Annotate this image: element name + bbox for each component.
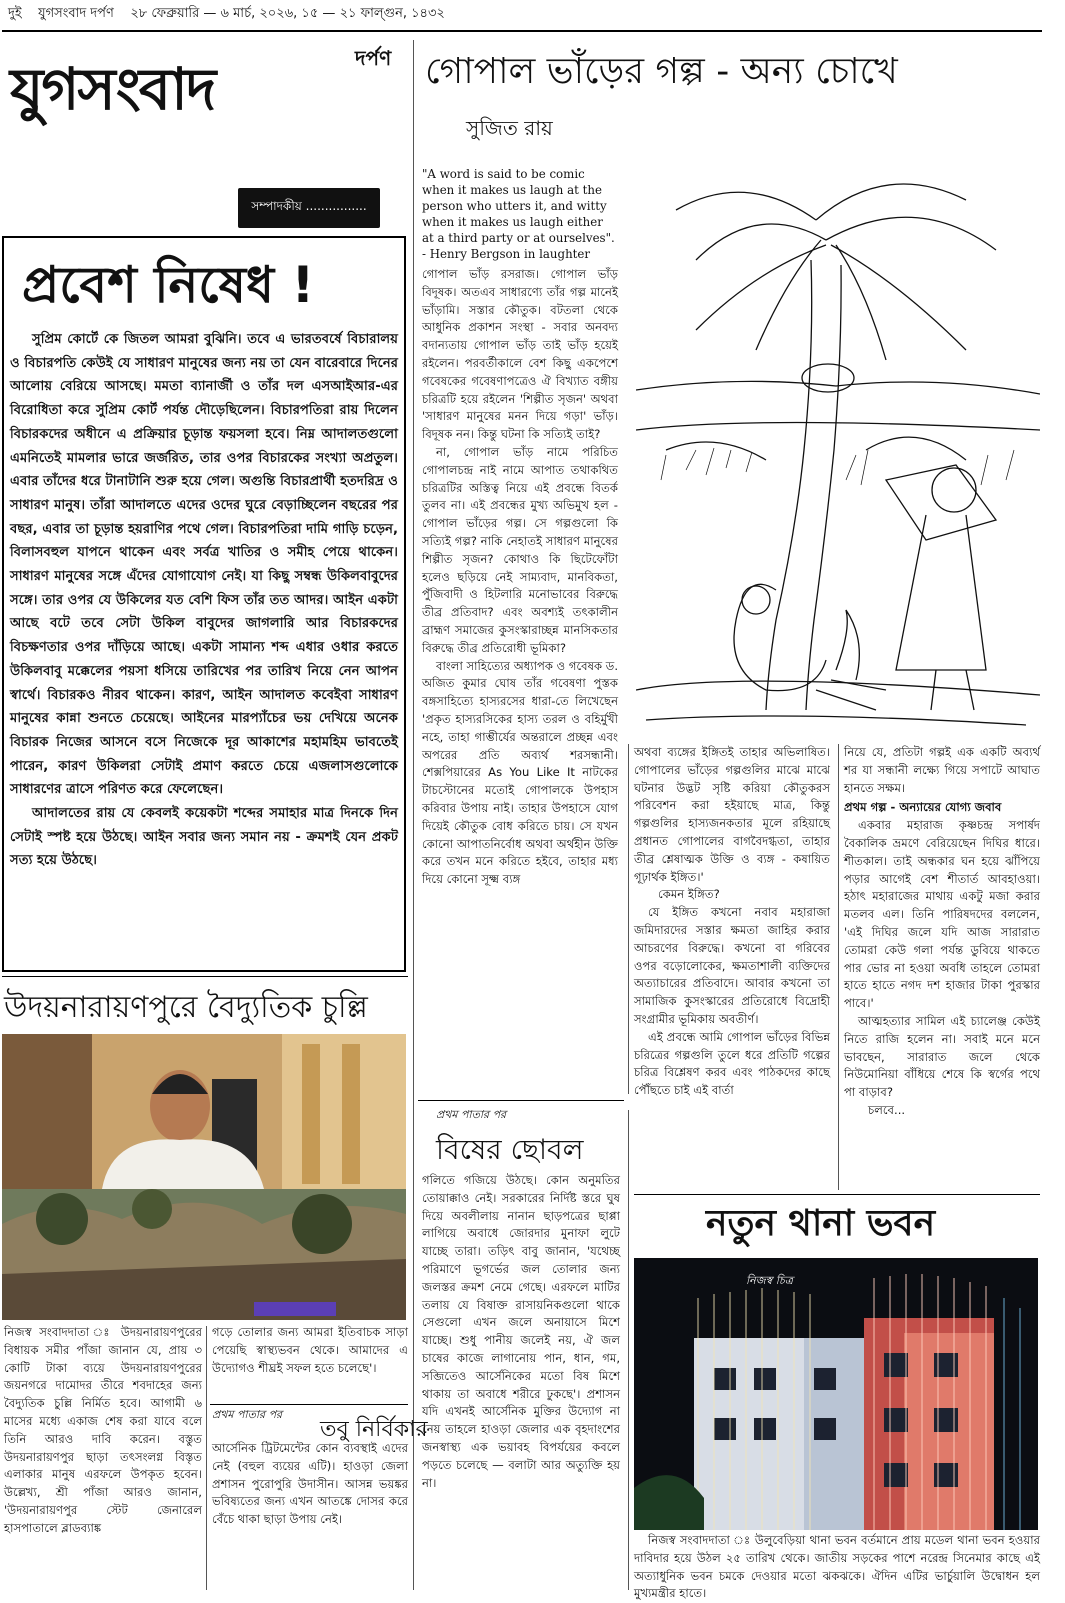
editorial-tag: সম্পাদকীয় ................: [238, 188, 380, 228]
thana-photo-label: নিজস্ব চিত্র: [746, 1274, 793, 1287]
masthead-logo: [10, 46, 392, 123]
header-paper-name: যুগসংবাদ দর্পণ: [38, 6, 114, 21]
section-rule: [418, 1100, 624, 1101]
column-divider: [628, 744, 629, 1094]
gopal-text-col3: [844, 744, 1040, 1120]
continued-marker: চলবে...: [868, 1102, 906, 1117]
gopal-paragraph: অথবা ব্যঙ্গের ইঙ্গিতই তাহার অভিলাষিত। গোপালের ভাঁড়ের গল্পগুলির মাঝে মাঝে ঘটনার উদ্ভট সৃষ্টি করিয়া কৌতুকরস পরিবেশন করা হইয়াছে মাত্র, কিন্তু গল্পগুলির হাস্যজনকতার মূলে রহিয়াছে প্রধানত গোপালের বাগবৈদগ্ধতা, তাহার তীব্র শ্লেষাত্মক উক্তি ও ব্যঙ্গ - কষায়িত গূঢ়ার্থক ইঙ্গিত।': [634, 745, 830, 884]
column-divider: [206, 1326, 207, 1590]
masthead-title: যুগসংবাদ: [10, 55, 215, 123]
udoy-headline: উদয়নারায়ণপুরে বৈদ্যুতিক চুল্লি: [4, 990, 368, 1025]
gopal-paragraph: নিয়ে যে, প্রতিটা গল্পই এক একটি অব্যর্থ শর যা সন্ধানী লক্ষ্যে গিয়ে সপাটে আঘাত হানতে সক্ষম।: [844, 745, 1040, 795]
tobu-headline: তবু নির্বিকার: [320, 1417, 428, 1442]
thana-paragraph: নিজস্ব সংবাদদাতা ঃ উলুবেড়িয়া থানা ভবন বর্তমানে প্রায় মডেল থানা ভবন হওয়ার দাবিদার হয়ে উঠল ২৫ তারিখ থেকে। জাতীয় সড়কের পাশে নরেন্দ্র সিনেমার কাছে এই অত্যাধুনিক ভবন চমকে দেওয়ার মতো ঝকঝকে। ঐদিন এটির ভার্চুয়ালি উদ্বোধন হল মুখ্যমন্ত্রীর হাতে।: [634, 1533, 1040, 1601]
thana-photo-image: [634, 1258, 1038, 1530]
tobu-text: [212, 1440, 408, 1529]
editorial-paragraph: আদালতের রায় যে কেবলই কয়েকটা শব্দের সমাহার মাত্র দিনকে দিন সেটাই স্পষ্ট হয়ে উঠছে। আইন সবার জন্য সমান নয় - ক্রমশই যেন প্রকট সত্য হয়ে উঠছে।: [10, 806, 398, 869]
gopal-headline: গোপাল ভাঁড়ের গল্প - অন্য চোখে: [425, 51, 898, 92]
udoy-text-col1: [4, 1324, 202, 1538]
gopal-paragraph: বাংলা সাহিত্যের অধ্যাপক ও গবেষক ড. অজিত কুমার ঘোষ তাঁর গবেষণা পুস্তক বঙ্গসাহিত্যে হাস্যরসের ধারা-তে লিখেছেন 'প্রকৃত হাস্যরসিকের হাস্য তরল ও বহির্মুখী নহে, তাহা গাম্ভীর্যের অন্তরালে প্রচ্ছন্ন এবং অপরের প্রতি অব্যর্থ শরসন্ধানী। শেক্সপিয়ারের As You Like It নাটকের টাচস্টোনের মতোই গোপালকে উপহাস করিবার উপায় নাই। তাহার উপহাসে যোগ দিয়েই কৌতুক বোধ করিতে চায়। সে যখন কোনো আপাতনির্বোধ অথবা অর্থহীন উক্তি করে তখন মনে করিতে হইবে, তাহার মধ্য দিয়ে কোনো সূক্ষ্ম ব্যঙ্গ: [422, 658, 618, 887]
gopal-text-col1: [422, 266, 618, 889]
section-rule: [2, 976, 408, 977]
column-divider: [628, 1110, 629, 1590]
editorial-body: [10, 328, 398, 873]
gopal-paragraph: একবার মহারাজ কৃষ্ণচন্দ্র সপার্ষদ বৈকালিক ভ্রমণে বেরিয়েছেন দিঘির ধারে। শীতকাল। তাই অন্ধকার ঘন হয়ে ঝাঁপিয়ে পড়ার আগেই বেশ শীতার্ত আবহাওয়া। হঠাৎ মহারাজের মাথায় একটু মজা করার মতলব এল। তিনি পারিষদদের বললেন, 'এই দিঘির জলে যদি আজ সারারাত তোমরা কেউ গলা পর্যন্ত ডুবিয়ে থাকতে পার ভোর না হওয়া অবধি তাহলে তোমরা হাতে হাতে নগদ দশ হাজার টাকা পুরস্কার পাবে।': [844, 818, 1040, 1011]
page-header: [8, 4, 445, 25]
masthead-sub: দর্পণ: [355, 46, 392, 70]
gopal-paragraph: না, গোপাল ভাঁড় নামে পরিচিত গোপালচন্দ্র নাই নামে আপাত তথাকথিত চরিত্রটির অস্তিত্ব নিয়ে এই প্রবন্ধে বিতর্ক তুলব না। এই প্রবন্ধের মুখ্য অভিমুখ হল - গোপাল ভাঁড়ের গল্প। সে গল্পগুলো কি সত্যিই গল্প? নাকি নেহাতই সাধারণ মানুষের শিল্পীত সৃজন? কোথাও কি ছিটেফোঁটা হলেও ছড়িয়ে নেই সাম্যবাদ, মানবিকতা, পুঁজিবাদী ও হিটলারি মনোভাবের বিরুদ্ধে তীব্র প্রতিবাদ? এবং অবশ্যই তৎকালীন ব্রাহ্মণ সমাজের কুসংস্কারাচ্ছন্ন মানসিকতার বিরুদ্ধে তীব্র প্রতিরোধী ভূমিকা?: [422, 444, 618, 655]
gopal-paragraph: কেমন ইঙ্গিত?: [658, 887, 720, 902]
section-rule: [210, 1404, 408, 1405]
gopal-paragraph: যে ইঙ্গিত কখনো নবাব মহারাজা জমিদারদের সস্তার ক্ষমতা জাহির করার আচরণের বিরুদ্ধে। কখনো বা গরিবের ওপর বড়োলোকের, ক্ষমতাশালী ব্যক্তিদের অত্যাচারের প্রতিবাদে। আবার কখনো তা সামাজিক কুসংস্কারের প্রতিরোধে বিদ্রোহী সংগ্রামীর ভূমিকায় অবতীর্ণ।: [634, 905, 830, 1026]
biser-headline: বিষের ছোবল: [436, 1133, 584, 1166]
column-divider: [838, 744, 839, 1190]
biser-paragraph: গলিতে গজিয়ে উঠছে। কোন অনুমতির তোয়াক্কাও নেই। সরকারের নির্দিষ্ট স্তরে ঘুষ দিয়ে অবলীলায় নানান ছাড়পত্রের ছাপ্পা লাগিয়ে অবাধে জোরদার মুনাফা লুটে যাচ্ছে তারা। তড়িৎ বাবু জানান, 'যথেচ্ছ পরিমাণে ভূগর্ভের জল তোলার জন্য জলস্তর ক্রমশ নেমে গেছে। এরফলে মাটির তলায় যে বিষাক্ত রাসায়নিকগুলো থাকে সেগুলো এখন জলে অনায়াসে মিশে যাচ্ছে। শুধু পানীয় জলেই নয়, ঐ জল চাষের কাজে লাগানোয় পান, ধান, গম, সব্জিতেও আর্সেনিকের মতো বিষ মিশে থাকায় তা অবাধে শরীরে ঢুকছে'। প্রশাসন যদি এখনই আর্সেনিক মুক্তির উদ্যোগ না নেয় তাহলে হাওড়া জেলার এক বৃহদাংশের জনস্বাস্থ্য এক ভয়াবহ বিপর্যয়ের কবলে পড়তে চলেছে — বলাটা আর অত্যুক্তি হয় না।: [422, 1173, 620, 1490]
udoy-paragraph: গড়ে তোলার জন্য আমরা ইতিবাচক সাড়া পেয়েছি স্বাস্থ্যভবন থেকে। আমাদের এ উদ্যোগও শীঘ্রই সফল হতে চলেছে'।: [212, 1325, 408, 1375]
thana-headline: নতুন থানা ভবন: [706, 1203, 936, 1244]
header-dates: ২৮ ফেব্রুয়ারি — ৬ মার্চ, ২০২৬, ১৫ — ২১ ফাল্গুন, ১৪৩২: [130, 6, 445, 21]
gopal-text-col2: [634, 744, 830, 1100]
biser-text: [422, 1172, 620, 1492]
gopal-paragraph: এই প্রবন্ধে আমি গোপাল ভাঁড়ের বিভিন্ন চরিত্রের গল্পগুলি তুলে ধরে প্রতিটি গল্পের চরিত্র বিশ্লেষণ করব এবং পাঠকদের কাছে পৌঁছতে চাই এই বার্তা: [634, 1029, 830, 1098]
gopal-illustration: [636, 150, 1040, 740]
section-rule: [634, 1194, 1040, 1195]
thana-caption: [634, 1532, 1040, 1603]
biser-label: প্রথম পাতার পর: [436, 1108, 507, 1121]
gopal-subheading: প্রথম গল্প - অন্যায়ের যোগ্য জবাব: [844, 800, 1002, 815]
udoy-photo: [2, 1034, 406, 1320]
editorial-paragraph: সুপ্রিম কোর্টে কে জিতল আমরা বুঝিনি। তবে এ ভারতবর্ষে বিচারালয় ও বিচারপতি কেউই যে সাধারণ মানুষের জন্য নয় তা যেন বারেবারে দিনের আলোয় বেরিয়ে আসছে। মমতা ব্যানার্জী ও তাঁর দল এসআইআর-এর বিরোধিতা করে সুপ্রিম কোর্ট পর্যন্ত দৌড়েছিলেন। বিচারপতিরা রায় দিলেন বিচারকদের অধীনে এ প্রক্রিয়ার চূড়ান্ত ফয়সলা হবে। নিম্ন আদালতগুলো এমনিতেই মামলার ভারে জর্জরিত, তার ওপর বিচারকের সংখ্যা অপ্রতুল। এবার তাঁদের ধরে টানাটানি শুরু হয়ে গেল। অগুন্তি বিচারপ্রার্থী হতদরিদ্র ও সাধারণ মানুষ। তাঁরা আদালতে এদের ওদের ঘুরে বেড়াচ্ছিলেন বছরের পর বছর, এবার তা চূড়ান্ত হয়রাণির পথে গেল। বিচারপতিরা দামি গাড়ি চড়েন, বিলাসবহুল যাপনে থাকেন এবং সর্বত্র খাতির ও সমীহ পেয়ে থাকেন। সাধারণ মানুষের সঙ্গে এঁদের যোগাযোগ নেই। যা কিছু সম্বন্ধ উকিলবাবুদের সঙ্গে। তার ওপর যে উকিলের যত বেশি ফিস তাঁর তত আদর। আইন একটা আছে বটে তবে সেটা উকিল বাবুদের জাগলারি আর বিচারকদের বিচক্ষণতার ওপর দাঁড়িয়ে আছে। একটা সামান্য শব্দ এধার ওধার করতে উকিলবাবু মক্কেলের পয়সা ধসিয়ে তারিখের পর তারিখ নিয়ে নেন আপন স্বার্থে। বিচারকও নীরব থাকেন। কারণ, আইন আদালত কবেইবা সাধারণ মানুষের কান্না শুনতে চেয়েছে। আইনের মারপ্যাঁচের ভয় দেখিয়ে অনেক বিচারক নিজের আসনে বসে নিজেকে দূর আকাশের মহামহিম ভাবতেই পারেন, কারণ উকিলরা সেটাই প্রমাণ করতে চেয়ে এজলাসগুলোকে সাধারণের ত্রাসে পরিণত করে ফেলেছেন।: [10, 332, 398, 798]
tobu-label: প্রথম পাতার পর: [212, 1408, 283, 1421]
header-rule: [2, 30, 1042, 32]
gopal-quote: "A word is said to be comic when it makes us laugh at the person who utters it, and witty when it makes us laugh either at a third party or at ourselves". - Henry Bergson in laughter: [422, 167, 615, 261]
gopal-paragraph: গোপাল ভাঁড় রসরাজ। গোপাল ভাঁড় বিদূষক। অতএব সাধারণ্যে তাঁর গল্প মানেই ভাঁড়ামি। সস্তার কৌতুক। বটতলা থেকে আধুনিক প্রকাশন সংস্থা - সবার অনবদ্য বদান্যতায় গোপাল ভাঁড় তাই ভাঁড় হয়েই রইলেন। পরবর্তীকালে বেশ কিছু একপেশে গবেষকের গবেষণাপত্রেও ঐ বিখ্যাত বঙ্গীয় চরিত্রটি হয়ে রইলেন 'শিল্পীত সৃজন' অথবা 'সাধারণ মানুষের মনন দিয়ে গড়া' ভাঁড়। বিদূষক নন। কিন্তু ঘটনা কি সত্যিই তাই?: [422, 267, 618, 442]
page-number: দুই: [8, 6, 22, 21]
editorial-title: প্রবেশ নিষেধ !: [22, 256, 315, 314]
gopal-byline: সুজিত রায়: [466, 116, 553, 140]
thana-photo: [634, 1258, 1038, 1530]
tobu-paragraph: আর্সেনিক ট্রিটমেন্টের কোন ব্যবস্থাই এদের নেই (বহুল ব্যয়ের এটি)। হাওড়া জেলা প্রশাসন পুরোপুরি উদাসীন। আসন্ন ভয়ঙ্কর ভবিষ্যতের জন্য এখন আতঙ্কে দোসর করে বেঁচে থাকা ছাড়া উপায় নেই।: [212, 1441, 408, 1527]
column-divider: [413, 40, 414, 1590]
gopal-drawing: [636, 150, 1040, 740]
udoy-paragraph: নিজস্ব সংবাদদাতা ঃ উদয়নারায়ণপুরের বিধায়ক সমীর পাঁজা জানান যে, প্রায় ৩ কোটি টাকা ব্যয়ে উদয়নারায়ণপুরের জয়নগরে দামোদর তীরে শবদাহের জন্য বৈদ্যুতিক চুল্লি নির্মিত হবে। আগামী ৬ মাসের মধ্যে একাজ শেষ করা যাবে বলে তিনি আরও দাবি করেন। বস্তুত উদয়নারায়ণপুর ছাড়া তৎসংলগ্ন বিস্তৃত এলাকার মানুষ এরফলে উপকৃত হবেন। উল্লেখ্য, শ্রী পাঁজা আরও জানান, 'উদয়নারায়ণপুর স্টেট জেনারেল হাসপাতালে ব্লাডব্যাঙ্ক: [4, 1325, 202, 1535]
udoy-text-col2: [212, 1324, 408, 1377]
udoy-photo-image: [2, 1034, 406, 1320]
gopal-paragraph: আত্মহত্যার সামিল এই চ্যালেঞ্জ কেউই নিতে রাজি হলেন না। সবাই মনে মনে ভাবছেন, সারারাত জলে থেকে নিউমোনিয়া বাঁধিয়ে শেষে কি স্বর্গের পথে পা বাড়াব?: [844, 1013, 1040, 1100]
